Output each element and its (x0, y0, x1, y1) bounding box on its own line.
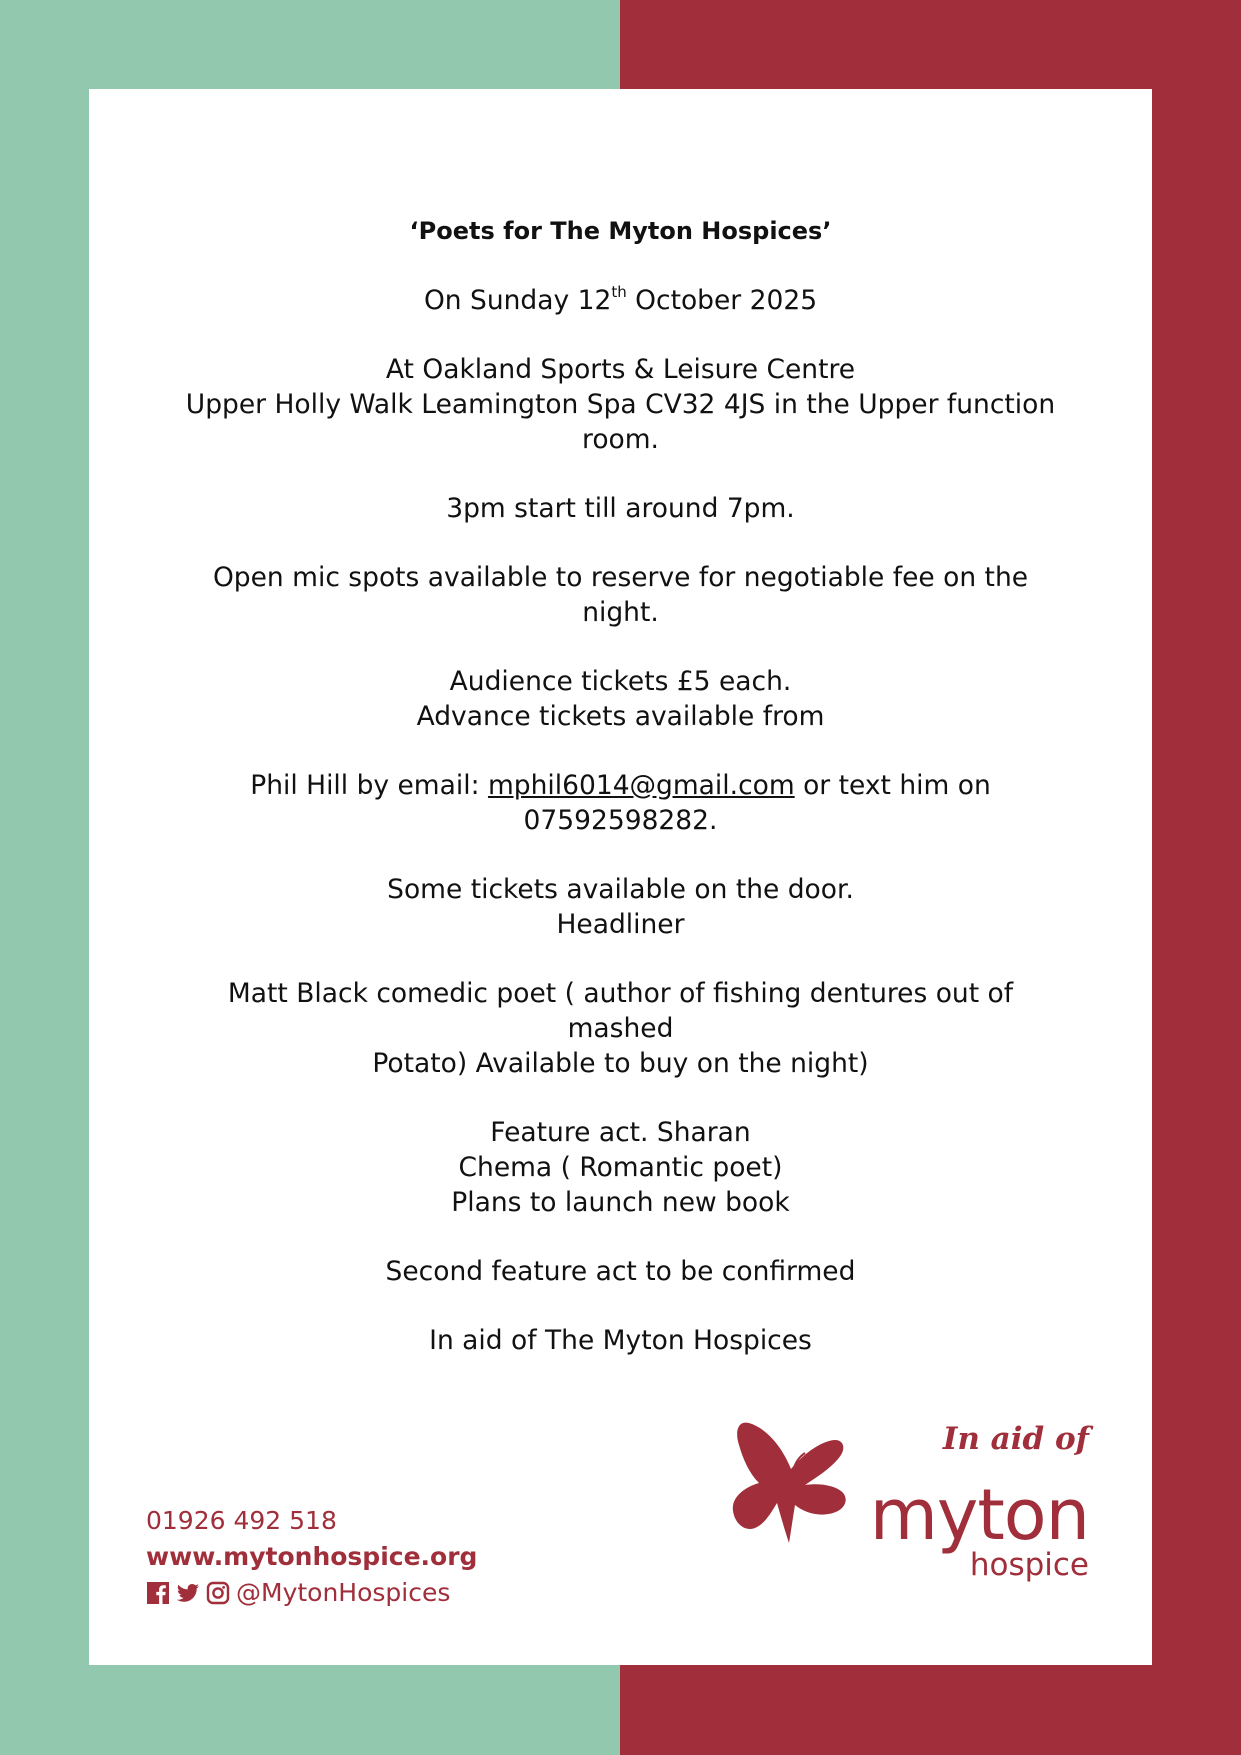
facebook-icon[interactable] (146, 1581, 170, 1605)
venue-line-2: Upper Holly Walk Leamington Spa CV32 4JS in the Upper function (185, 389, 1056, 420)
event-time: 3pm start till around 7pm. (446, 493, 795, 524)
twitter-icon[interactable] (176, 1581, 200, 1605)
contact-suffix: or text him on (794, 770, 991, 801)
venue-line-3: room. (582, 424, 659, 455)
event-date (89, 283, 1152, 318)
open-mic-line-1: Open mic spots available to reserve for negotiable fee on the (212, 562, 1029, 593)
event-details (89, 214, 1152, 1358)
butterfly-icon (729, 1421, 849, 1551)
headliner-line-1: Matt Black comedic poet ( author of fishing dentures out of (227, 978, 1014, 1009)
feature-line-2: Chema ( Romantic poet) (458, 1152, 783, 1183)
logo-brand: myton (869, 1474, 1089, 1556)
contact-line (89, 768, 1152, 803)
contact-phone: 07592598282. (523, 805, 718, 836)
poster-card (89, 89, 1152, 1665)
instagram-icon[interactable] (206, 1581, 230, 1605)
footer-phone: 01926 492 518 (146, 1506, 337, 1535)
in-aid-statement: In aid of The Myton Hospices (429, 1325, 812, 1356)
event-date-month-year: October 2025 (626, 285, 818, 316)
feature-line-3: Plans to launch new book (451, 1187, 790, 1218)
door-tickets: Some tickets available on the door. (387, 874, 854, 905)
footer-social (146, 1575, 477, 1611)
logo-sub: hospice (969, 1547, 1089, 1583)
footer-contact (146, 1503, 477, 1611)
event-title: ‘Poets for The Myton Hospices’ (409, 217, 832, 245)
feature-line-1: Feature act. Sharan (490, 1117, 751, 1148)
myton-hospice-logo (729, 1419, 1089, 1599)
footer-website-link[interactable]: www.mytonhospice.org (146, 1542, 478, 1571)
headliner-line-3: Potato) Available to buy on the night) (372, 1048, 869, 1079)
open-mic-line-2: night. (582, 597, 659, 628)
footer-social-handle: @MytonHospices (236, 1578, 451, 1607)
contact-email-link[interactable]: mphil6014@gmail.com (487, 770, 795, 801)
headliner-label: Headliner (556, 909, 685, 940)
contact-prefix: Phil Hill by email: (250, 770, 488, 801)
tickets-advance: Advance tickets available from (416, 701, 825, 732)
event-date-ordinal: th (611, 283, 627, 301)
tickets-price: Audience tickets £5 each. (449, 666, 792, 697)
event-date-day: On Sunday 12 (423, 285, 612, 316)
logo-in-aid-of: In aid of (942, 1421, 1089, 1457)
venue-line-1: At Oakland Sports & Leisure Centre (385, 354, 856, 385)
headliner-line-2: mashed (567, 1013, 674, 1044)
second-feature: Second feature act to be confirmed (385, 1256, 856, 1287)
